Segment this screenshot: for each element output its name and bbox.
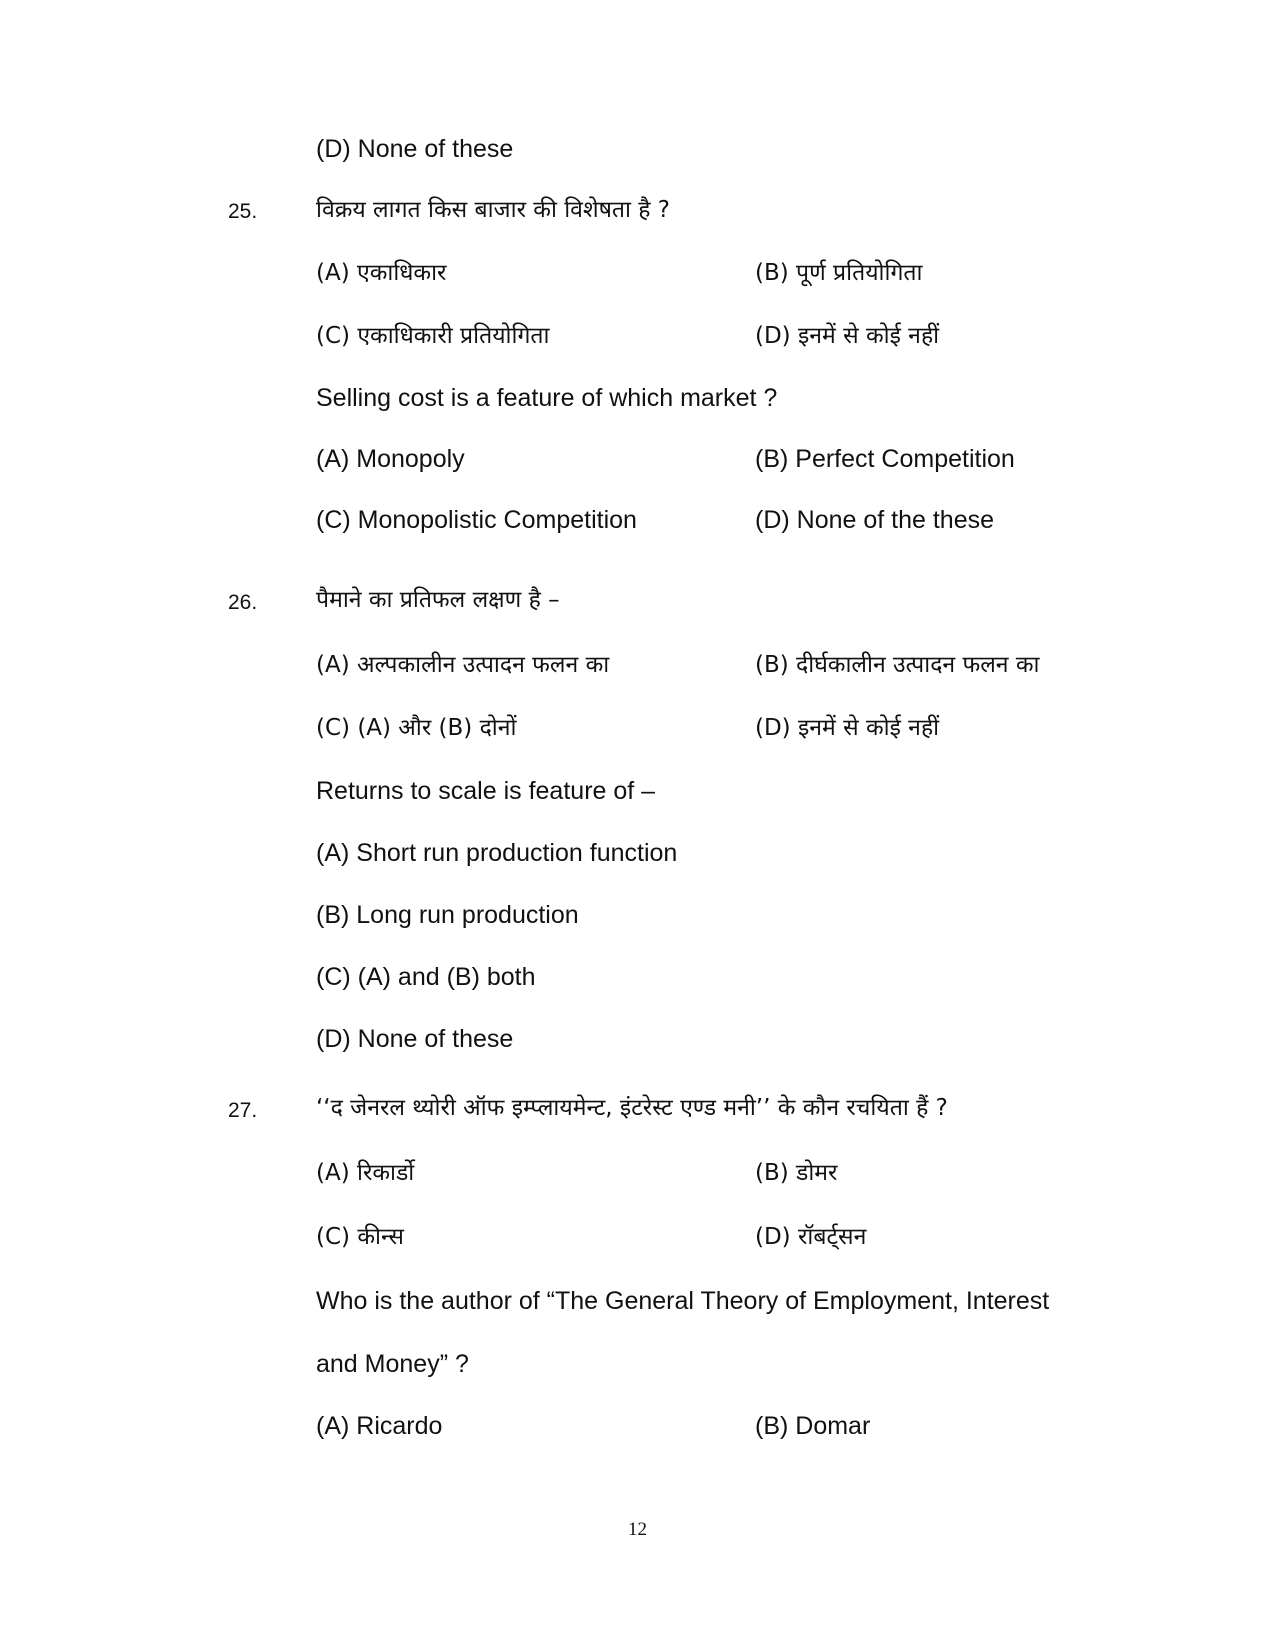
q27-hindi-option-c: (C) कीन्स — [316, 1224, 404, 1250]
q26-number: 26. — [228, 591, 258, 614]
q26-hindi-question: पैमाने का प्रतिफल लक्षण है – — [316, 587, 560, 613]
q27-english-question-line1: Who is the author of “The General Theory of Employment, Interest — [316, 1287, 1050, 1315]
q25-english-option-b: (B) Perfect Competition — [755, 445, 1015, 473]
q25-hindi-option-b: (B) पूर्ण प्रतियोगिता — [755, 260, 923, 286]
q27-english-option-b: (B) Domar — [755, 1412, 871, 1440]
q27-english-option-a: (A) Ricardo — [316, 1412, 443, 1440]
q25-english-question: Selling cost is a feature of which market ? — [316, 384, 778, 412]
q25-hindi-question: विक्रय लागत किस बाजार की विशेषता है ? — [316, 197, 671, 223]
q27-hindi-option-a: (A) रिकार्डो — [316, 1160, 415, 1186]
q26-english-option-d: (D) None of these — [316, 1025, 514, 1053]
q26-english-option-a: (A) Short run production function — [316, 839, 678, 867]
q26-hindi-option-c: (C) (A) और (B) दोनों — [316, 715, 517, 741]
q27-hindi-question: ‘‘द जेनरल थ्योरी ऑफ इम्प्लायमेन्ट, इंटरेस्ट एण्ड मनी’’ के कौन रचयिता हैं ? — [316, 1095, 948, 1121]
q25-english-option-a: (A) Monopoly — [316, 445, 465, 473]
page-number: 12 — [628, 1519, 647, 1540]
q26-hindi-option-a: (A) अल्पकालीन उत्पादन फलन का — [316, 652, 610, 678]
q27-number: 27. — [228, 1099, 258, 1122]
q26-hindi-option-b: (B) दीर्घकालीन उत्पादन फलन का — [755, 652, 1040, 678]
q24-en-option-d: (D) None of these — [316, 135, 514, 163]
q27-hindi-option-d: (D) रॉबर्ट्सन — [755, 1224, 867, 1250]
q25-hindi-option-c: (C) एकाधिकारी प्रतियोगिता — [316, 323, 550, 349]
q25-english-option-c: (C) Monopolistic Competition — [316, 506, 637, 534]
q26-english-option-b: (B) Long run production — [316, 901, 579, 929]
q26-english-option-c: (C) (A) and (B) both — [316, 963, 536, 991]
q26-english-question: Returns to scale is feature of – — [316, 777, 656, 805]
q25-english-option-d: (D) None of the these — [755, 506, 995, 534]
q25-number: 25. — [228, 200, 258, 223]
q27-english-question-line2: and Money” ? — [316, 1350, 469, 1378]
q27-hindi-option-b: (B) डोमर — [755, 1160, 838, 1186]
q25-hindi-option-a: (A) एकाधिकार — [316, 260, 447, 286]
q25-hindi-option-d: (D) इनमें से कोई नहीं — [755, 323, 940, 349]
q26-hindi-option-d: (D) इनमें से कोई नहीं — [755, 715, 940, 741]
